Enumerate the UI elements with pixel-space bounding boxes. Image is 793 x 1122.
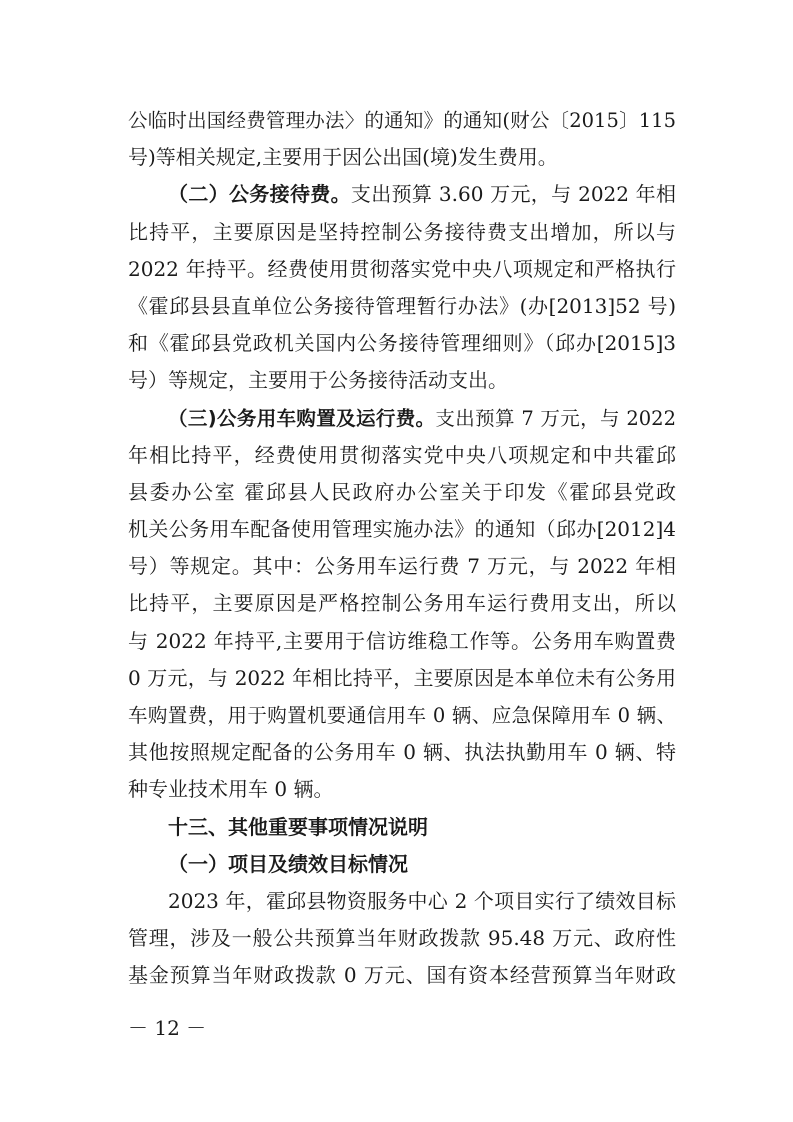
text-line: 2022 年持平。经费使用贯彻落实党中央八项规定和严格执行 — [128, 256, 676, 281]
text-line: 《霍邱县县直单位公务接待管理暂行办法》(办[2013]52 号) — [128, 293, 676, 318]
subsection-heading-performance: （一）项目及绩效目标情况 — [168, 851, 408, 876]
body-text — [128, 102, 676, 995]
text-line: 号)等相关规定,主要用于因公出国(境)发生费用。 — [128, 145, 558, 170]
section-heading-reception: （二）公务接待费。 — [168, 182, 351, 207]
text-line: 号）等规定。其中：公务用车运行费 7 万元，与 2022 年相 — [128, 554, 676, 579]
paragraph-first-line: 2023 年，霍邱县物资服务中心 2 个项目实行了绩效目标 — [168, 888, 676, 913]
paragraph-first-line — [128, 400, 676, 437]
text-line: 比持平，主要原因是严格控制公务用车运行费用支出，所以 — [128, 591, 676, 616]
section-heading-vehicles: （三)公务用车购置及运行费。 — [168, 406, 436, 430]
text-line: 管理，涉及一般公共预算当年财政拨款 95.48 万元、政府性 — [128, 926, 676, 951]
text-line: 比持平，主要原因是坚持控制公务接待费支出增加，所以与 — [128, 219, 676, 244]
text-line: 种专业技术用车 0 辆。 — [128, 777, 334, 802]
text-run: 支出预算 3.60 万元，与 2022 年相 — [350, 182, 677, 207]
text-line: 年相比持平，经费使用贯彻落实党中央八项规定和中共霍邱 — [128, 442, 676, 467]
text-line: 其他按照规定配备的公务用车 0 辆、执法执勤用车 0 辆、特 — [128, 740, 676, 765]
section-heading-other-matters: 十三、其他重要事项情况说明 — [168, 814, 428, 839]
text-line: 县委办公室 霍邱县人民政府办公室关于印发《霍邱县党政 — [128, 479, 676, 504]
text-line: 机关公务用车配备使用管理实施办法》的通知（邱办[2012]4 — [128, 517, 676, 542]
page-number: － 12 － — [128, 1016, 207, 1040]
text-line: 与 2022 年持平,主要用于信访维稳工作等。公务用车购置费 — [128, 628, 676, 653]
paragraph-first-line — [128, 176, 676, 213]
text-line: 和《霍邱县党政机关国内公务接待管理细则》（邱办[2015]3 — [128, 331, 676, 356]
text-line: 公临时出国经费管理办法〉的通知》的通知(财公〔2015〕115 — [128, 109, 676, 132]
text-line: 基金预算当年财政拨款 0 万元、国有资本经营预算当年财政 — [128, 963, 676, 988]
text-line: 车购置费，用于购置机要通信用车 0 辆、应急保障用车 0 辆、 — [128, 704, 676, 727]
text-line: 号）等规定，主要用于公务接待活动支出。 — [128, 368, 508, 393]
text-line: 0 万元，与 2022 年相比持平，主要原因是本单位未有公务用 — [128, 665, 676, 690]
text-run: 支出预算 7 万元，与 2022 — [435, 406, 676, 430]
